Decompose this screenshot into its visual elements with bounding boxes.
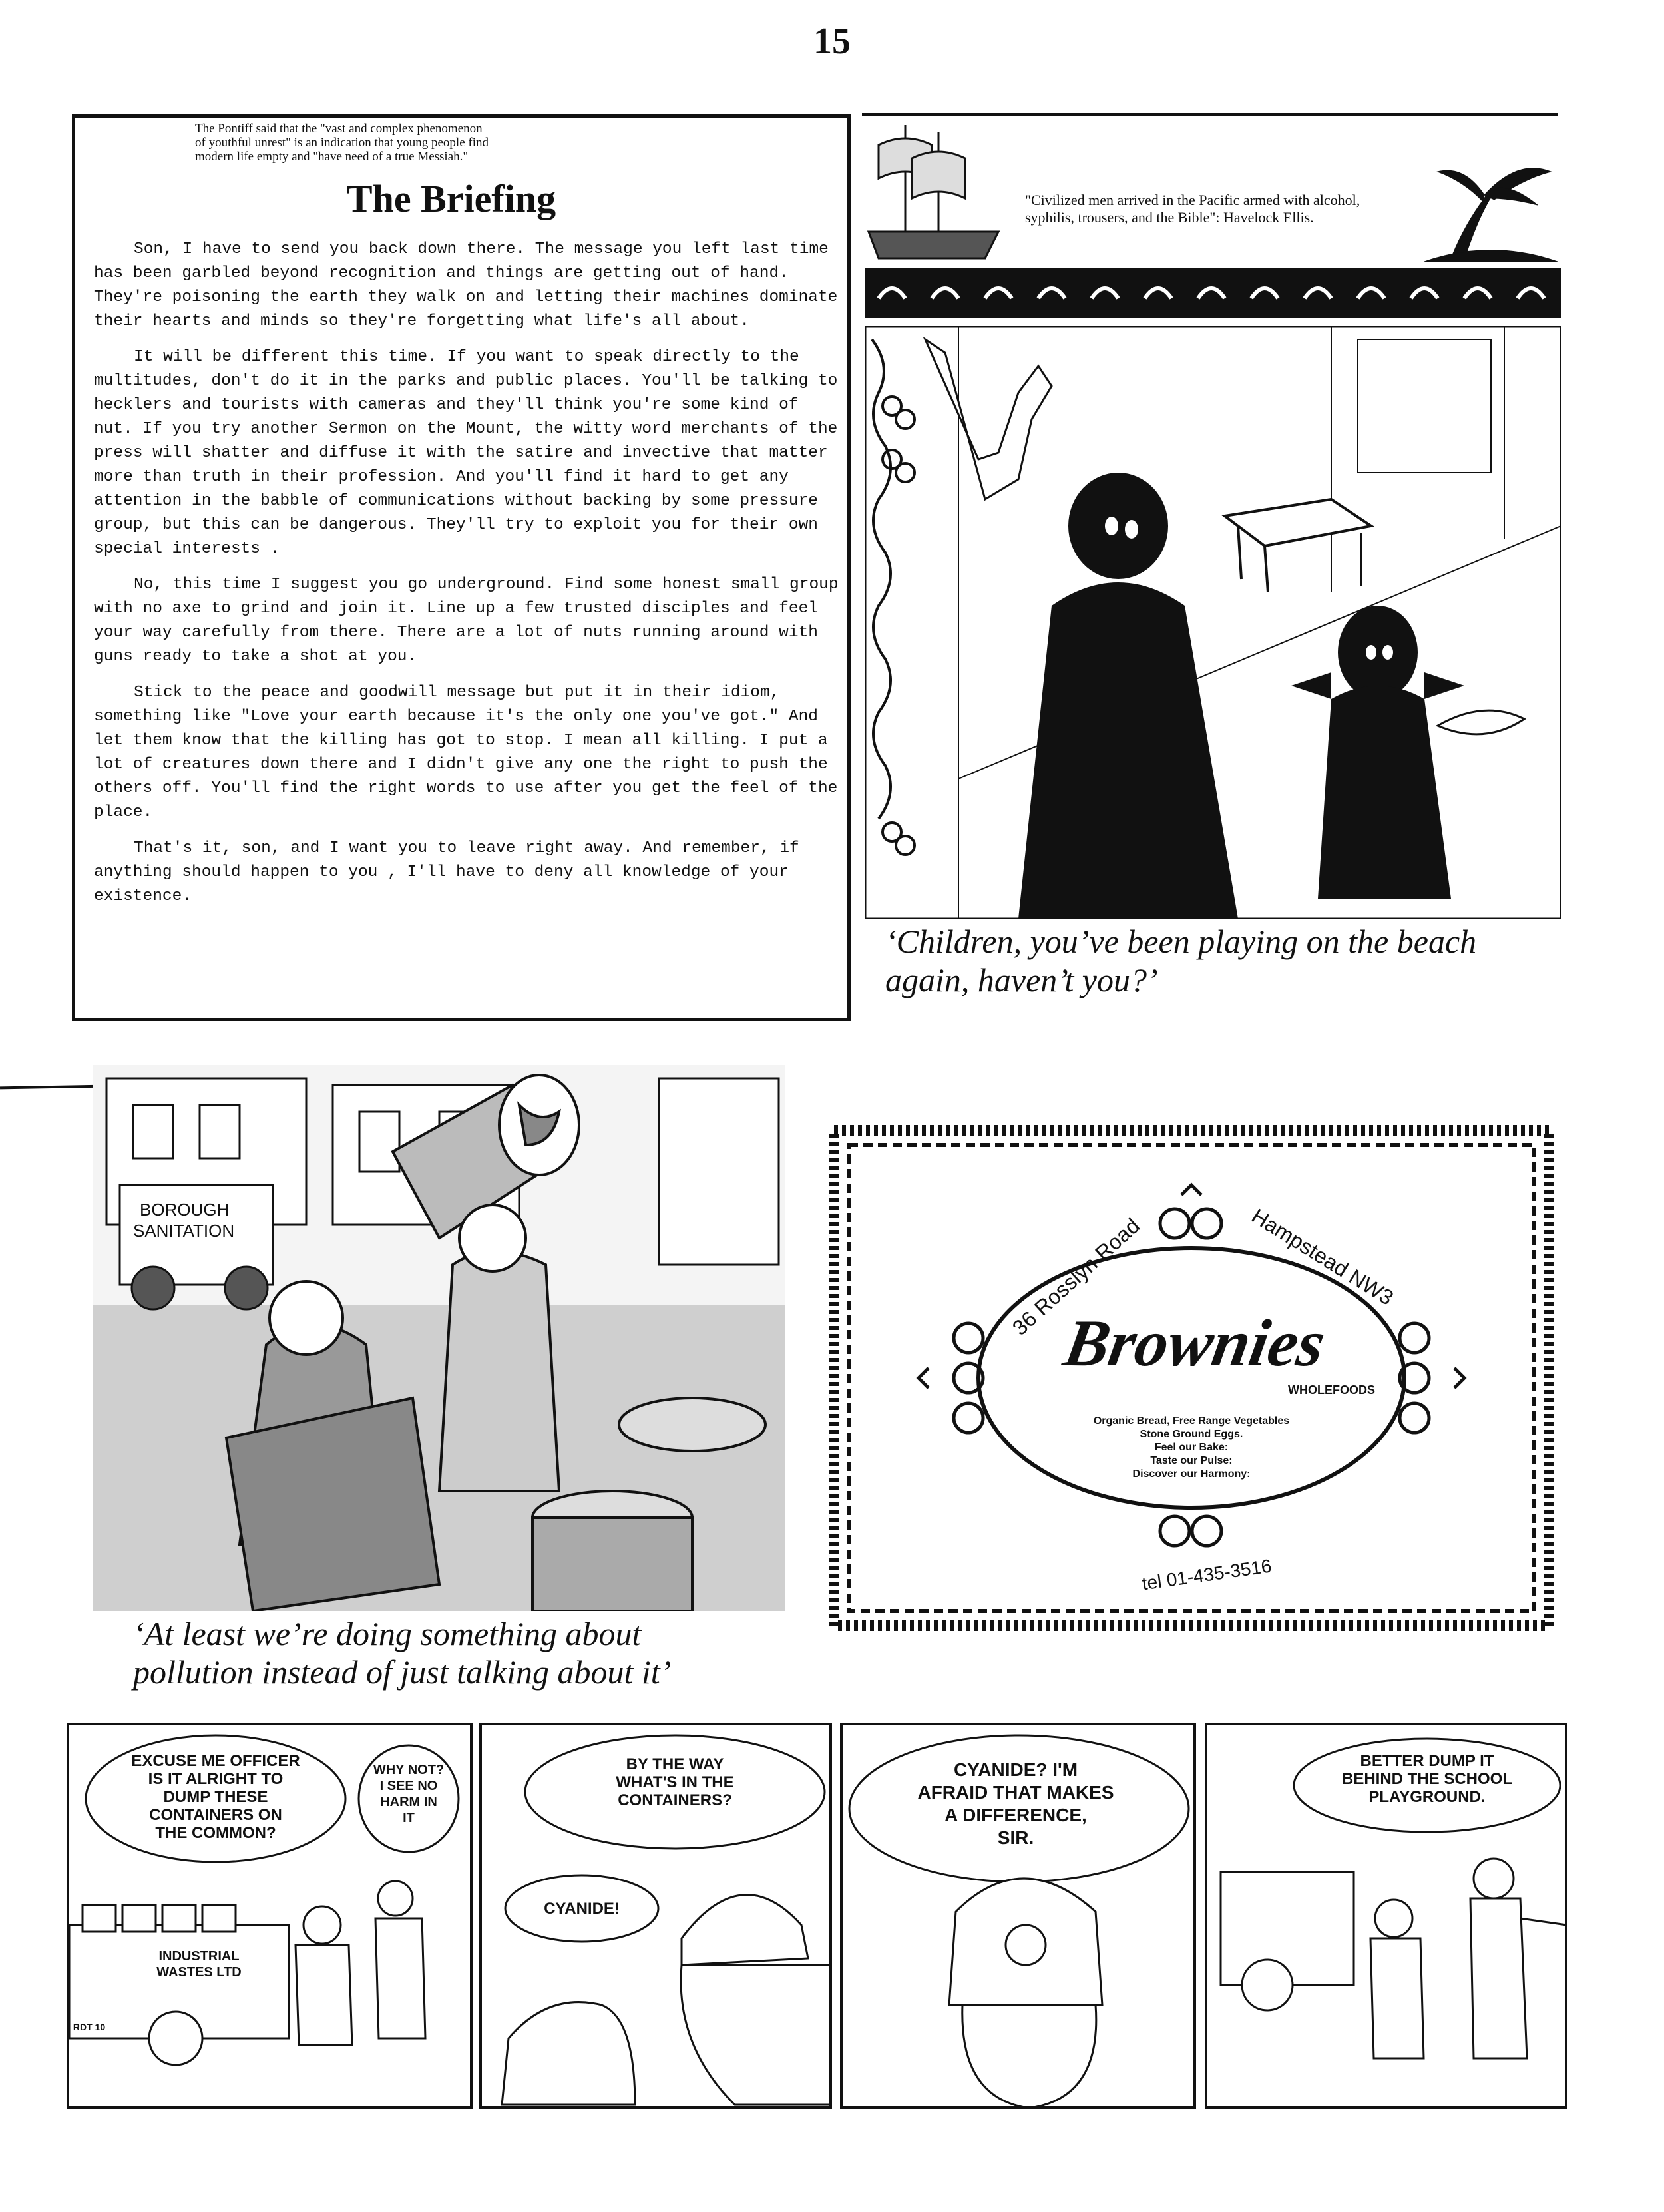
comic-panel-2: [479, 1723, 832, 2109]
pollution-caption-line: pollution instead of just talking about it’: [133, 1654, 672, 1691]
bubble-line: CONTAINERS ON: [149, 1806, 282, 1824]
brownies-advert: [829, 1125, 1554, 1631]
bubble-line: BEHIND THE SCHOOL: [1341, 1770, 1512, 1788]
pontiff-quote: [195, 122, 794, 164]
briefing-paragraph: That's it, son, and I want you to leave right away. And remember, if anything should happen to you , I'll have to deny all knowledge of your existence.: [94, 839, 799, 905]
pollution-caption: [133, 1614, 799, 1691]
beach-caption-line: ‘Children, you’ve been playing on the beach: [885, 923, 1477, 960]
comic-panel-3: [840, 1723, 1196, 2109]
van-label-line: BOROUGH: [140, 1200, 230, 1219]
ad-line: Discover our Harmony:: [1132, 1468, 1251, 1480]
pollution-cartoon: [93, 1065, 785, 1611]
speech-bubble: [365, 1762, 452, 1826]
briefing-article: [72, 114, 851, 1021]
ad-line: Organic Bread, Free Range Vegetables: [1093, 1415, 1290, 1427]
pollution-cartoon-drawing: [93, 1065, 785, 1611]
beach-caption-line: again, haven’t you?’: [885, 961, 1158, 998]
havelock-ellis-quote: "Civilized men arrived in the Pacific armed with alcohol, syphilis, trousers, and the Bible": Havelock Ellis.: [1025, 192, 1360, 226]
bubble-line: HARM IN: [380, 1795, 437, 1809]
pontiff-quote-line: of youthful unrest" is an indication that young people find: [195, 136, 489, 150]
bubble-line: PLAYGROUND.: [1368, 1788, 1486, 1806]
ad-description: [1028, 1415, 1354, 1481]
comic-figures: [296, 1881, 425, 2045]
briefing-paragraph: It will be different this time. If you want to speak directly to the multitudes, don't do it in the parks and public places. You'll be talking to hecklers and tourists with cameras and they'll think you're some kind of nut. If you try another Sermon on the Mount, the witty word merchants of the press will shatter and diffuse it with the satire and invective that matter more than truth in their profession. And you'll find it hard to get any attention in the babble of communications without backing by some pressure group, but this can be dangerous. They'll try to exploit you for their own special interests .: [94, 348, 838, 558]
bubble-line: WHY NOT?: [373, 1763, 445, 1777]
bubble-line: I SEE NO: [379, 1779, 438, 1793]
speech-bubble: [109, 1752, 322, 1842]
bubble-line: BETTER DUMP IT: [1360, 1752, 1494, 1770]
truck-label: [149, 1948, 249, 1980]
policeman-face: [949, 1879, 1102, 2108]
ad-line: Stone Ground Eggs.: [1140, 1429, 1243, 1440]
ocean-waves: [865, 268, 1561, 318]
bubble-line: AFRAID THAT MAKES: [917, 1782, 1114, 1803]
beach-cartoon: [865, 326, 1561, 919]
pollution-caption-line: ‘At least we’re doing something about: [133, 1615, 642, 1652]
comic-panel-4: [1205, 1723, 1567, 2109]
bubble-line: BY THE WAY: [626, 1755, 724, 1773]
bubble-line: CYANIDE? I'M: [953, 1759, 1078, 1780]
bubble-line: IT: [403, 1811, 415, 1825]
bubble-line: A DIFFERENCE,: [944, 1805, 1087, 1825]
top-rule: [862, 113, 1558, 116]
speech-bubble: [856, 1759, 1175, 1849]
pacific-illustration: [865, 118, 1561, 318]
bubble-line: IS IT ALRIGHT TO: [148, 1770, 284, 1788]
bubble-line: THE COMMON?: [155, 1824, 276, 1842]
ad-line: Feel our Bake:: [1154, 1442, 1229, 1453]
bubble-line: SIR.: [997, 1827, 1034, 1848]
comic-panel-1: [67, 1723, 473, 2109]
pontiff-quote-line: modern life empty and "have need of a true Messiah.": [195, 150, 469, 164]
truck-plate: RDT 10: [73, 2022, 106, 2032]
pontiff-quote-line: The Pontiff said that the "vast and complex phenomenon: [195, 122, 483, 136]
speech-bubble: CYANIDE!: [544, 1900, 620, 1918]
comic-figures: [1370, 1859, 1567, 2058]
speech-bubble: [542, 1755, 808, 1809]
ad-phone: tel 01-435-3516: [1140, 1555, 1273, 1594]
van-label-line: SANITATION: [133, 1221, 235, 1241]
ad-brand: Brownies: [1058, 1306, 1331, 1380]
bubble-line: DUMP THESE: [163, 1788, 268, 1806]
ad-line: Taste our Pulse:: [1150, 1455, 1233, 1466]
briefing-title: The Briefing: [346, 177, 556, 220]
beach-caption: [885, 922, 1564, 999]
briefing-paragraph: Stick to the peace and goodwill message but put it in their idiom, something like "Love your earth because it's the only one you've got." And let them know that the killing has got to stop. I mean all killing. I put a lot of creatures down there and I didn't give any one the right to push the others off. You'll find the right words to use after you get the feel of the place.: [94, 684, 838, 821]
ad-address-left: 36 Rosslyn Road: [1007, 1214, 1145, 1341]
briefing-paragraph: Son, I have to send you back down there. The message you left last time has been garbled beyond recognition and things are getting out of hand. They're poisoning the earth they walk on and letting their machines dominate their hearts and minds so they're forgetting what life's all about.: [94, 240, 838, 330]
briefing-paragraph: No, this time I suggest you go underground. Find some honest small group with no axe to grind and join it. Line up a few trusted disciples and feel your way carefully from there. There are a lot of nuts running around with guns ready to take a shot at you.: [94, 576, 839, 666]
waste-truck: [69, 1905, 289, 2065]
bubble-line: CONTAINERS?: [618, 1791, 732, 1809]
page-number: 15: [813, 21, 851, 62]
bubble-line: WHAT'S IN THE: [616, 1773, 734, 1791]
ad-address-right: Hampstead NW3: [1247, 1204, 1398, 1310]
waste-truck: [1221, 1872, 1354, 2010]
beach-cartoon-drawing: [865, 326, 1561, 919]
truck-label-line: INDUSTRIAL: [158, 1949, 240, 1964]
briefing-body: [94, 238, 843, 921]
truck-label-line: WASTES LTD: [156, 1965, 242, 1980]
bubble-line: EXCUSE ME OFFICER: [131, 1752, 300, 1770]
speech-bubble: [1307, 1752, 1547, 1806]
ad-subbrand: WHOLEFOODS: [1288, 1383, 1375, 1397]
